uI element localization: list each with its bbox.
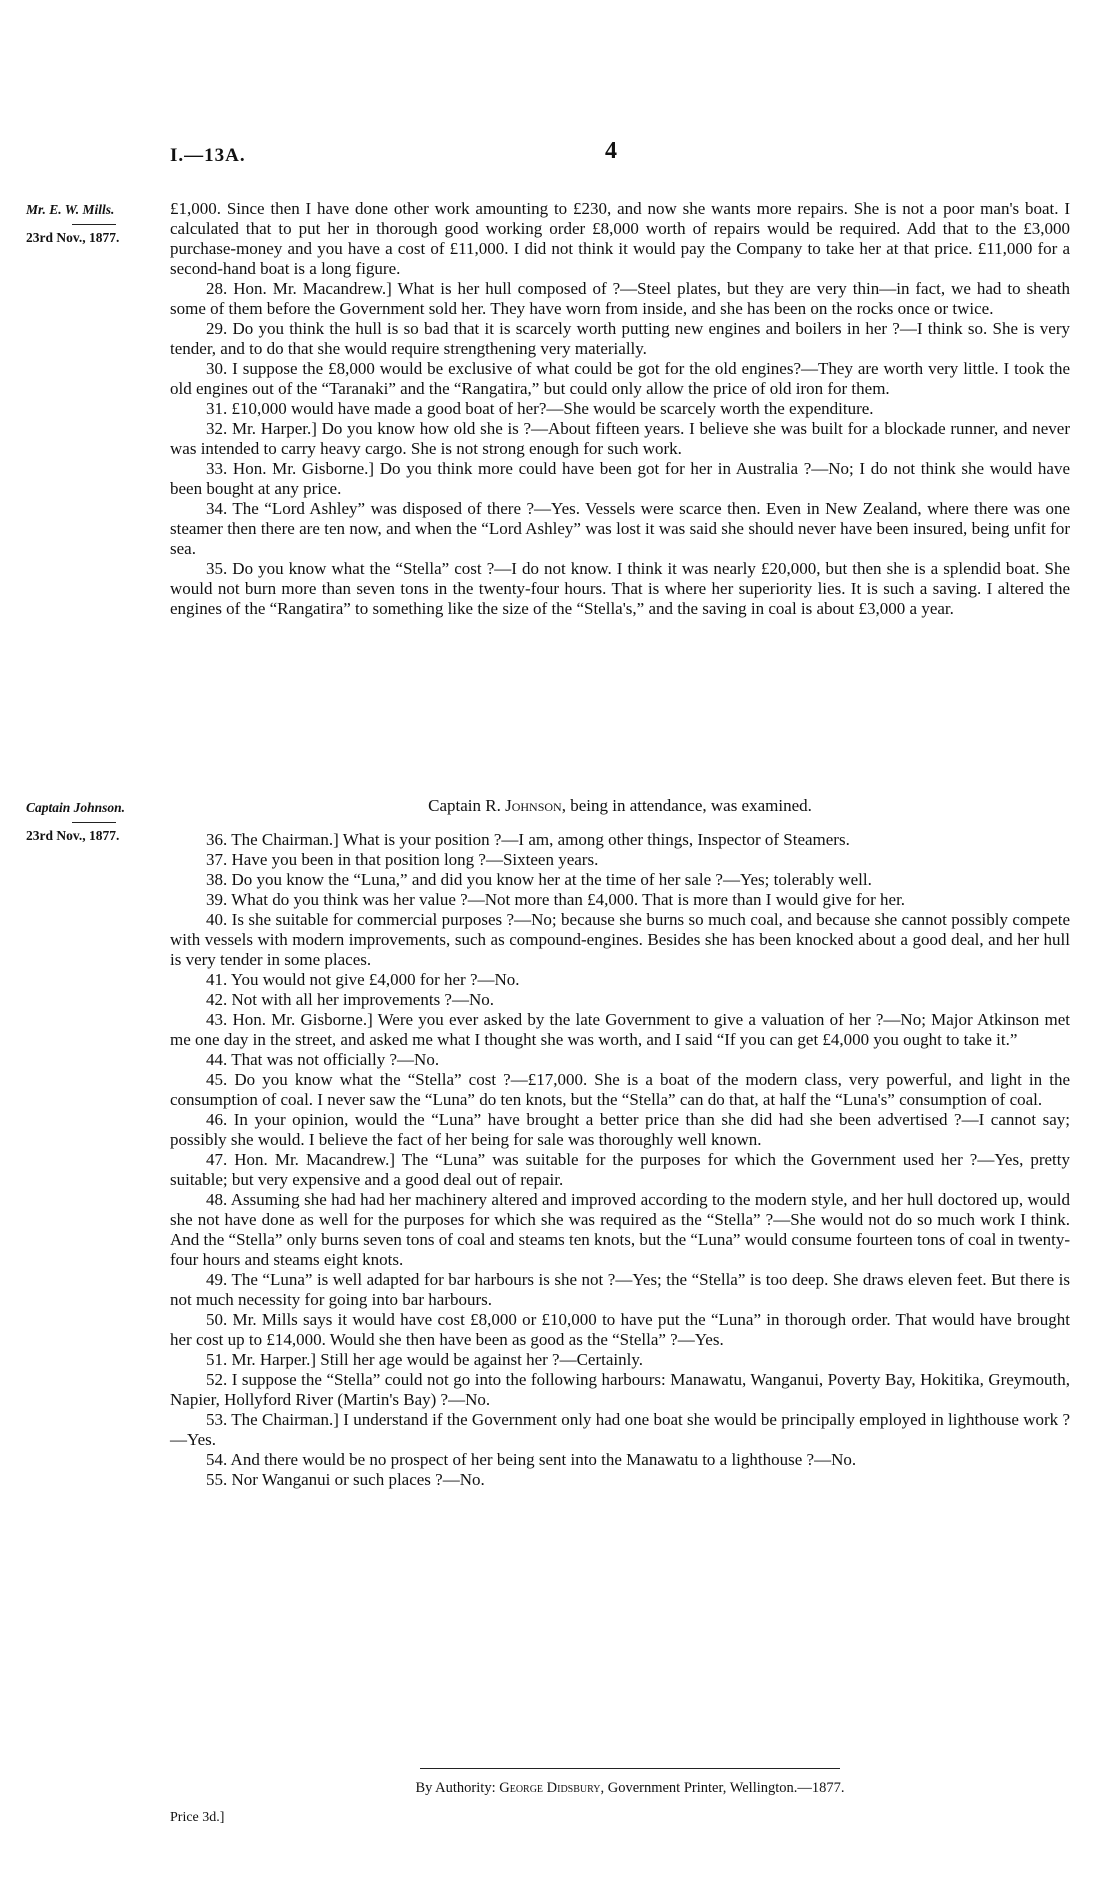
paragraph: 44. That was not officially ?—No.: [206, 1050, 440, 1069]
paragraph: 39. What do you think was her value ?—Not more than £4,000. That is more than I would give for her.: [206, 890, 906, 909]
margin-note-mills: [26, 200, 161, 247]
paragraph: £1,000. Since then I have done other work amounting to £230, and now she wants more repairs. She is not a poor man's boat. I calculated that to put her in thorough good working order £8,000 worth of repairs would be required. Add that to the £3,000 purchase-money and you have a cost of £11,000. I did not think it would pay the Company to take her at that price. £11,000 for a second-hand boat is a long figure.: [170, 199, 1070, 278]
margin-rule: [72, 224, 116, 225]
section-heading: Captain R. Johnson, being in attendance, was examined.: [428, 796, 812, 815]
paragraph: 32. Mr. Harper.] Do you know how old she is ?—About fifteen years. I believe she was built for a blockade runner, and never was intended to carry heavy cargo. She is not strong enough for such work.: [170, 419, 1070, 458]
paragraph: 55. Nor Wanganui or such places ?—No.: [206, 1470, 485, 1489]
paragraph: 40. Is she suitable for commercial purposes ?—No; because she burns so much coal, and because she cannot possibly compete with vessels with modern improvements, such as compound-engines. Besides she has been knocked about a good deal, and her hull is very tender in some places.: [170, 910, 1070, 969]
page-number: 4: [605, 138, 617, 164]
paragraph: 51. Mr. Harper.] Still her age would be against her ?—Certainly.: [206, 1350, 644, 1369]
paragraph: 54. And there would be no prospect of her being sent into the Manawatu to a lighthouse ?—No.: [206, 1450, 857, 1469]
paragraph: 48. Assuming she had had her machinery altered and improved according to the modern style, and her hull doctored up, would she not have done as well for the purposes for which she was required as the “Stella” ?—She would not do so much work I think. And the “Stella” only burns seven tons of coal and steams ten knots, but the “Luna” would consume fourteen tons of coal in twenty-four hours and steams eight knots.: [170, 1190, 1070, 1269]
margin-date: 23rd Nov., 1877.: [26, 828, 120, 843]
paragraph: 52. I suppose the “Stella” could not go into the following harbours: Manawatu, Wanganui, Poverty Bay, Hokitika, Greymouth, Napier, Hollyford River (Martin's Bay) ?—No.: [170, 1370, 1070, 1409]
paragraph: 30. I suppose the £8,000 would be exclusive of what could be got for the old engines?—They are worth very little. I took the old engines out of the “Taranaki” and the “Rangatira,” but could only allow the price of old iron for them.: [170, 359, 1070, 398]
paragraph: 41. You would not give £4,000 for her ?—No.: [206, 970, 520, 989]
footer-rule: [420, 1768, 840, 1769]
margin-rule: [72, 822, 116, 823]
paragraph: 53. The Chairman.] I understand if the Government only had one boat she would be principally employed in lighthouse work ?—Yes.: [170, 1410, 1070, 1449]
margin-note-johnson: [26, 798, 161, 845]
paragraph: 29. Do you think the hull is so bad that it is scarcely worth putting new engines and boilers in her ?—I think so. She is very tender, and to do that she would require strengthening very materially.: [170, 319, 1070, 358]
paragraph: 35. Do you know what the “Stella” cost ?—I do not know. I think it was nearly £20,000, but then she is a splendid boat. She would not burn more than seven tons in the twenty-four hours. That is where her superiority lies. It is such a saving. I altered the engines of the “Rangatira” to something like the size of the “Stella's,” and the saving in coal is about £3,000 a year.: [170, 559, 1070, 618]
paragraph: 42. Not with all her improvements ?—No.: [206, 990, 495, 1009]
margin-witness-name: Captain Johnson.: [26, 800, 126, 815]
price-note: Price 3d.]: [170, 1810, 225, 1825]
testimony-mills: [170, 199, 1070, 619]
paragraph: 34. The “Lord Ashley” was disposed of there ?—Yes. Vessels were scarce then. Even in New Zealand, where there was one steamer then there are ten now, and when the “Lord Ashley” was lost it was said she should never have been insured, being unfit for sea.: [170, 499, 1070, 558]
paragraph: 31. £10,000 would have made a good boat of her?—She would be scarcely worth the expenditure.: [206, 399, 874, 418]
paragraph: 43. Hon. Mr. Gisborne.] Were you ever asked by the late Government to give a valuation of her ?—No; Major Atkinson met me one day in the street, and asked me what I thought she was worth, and I said “If you can get £4,000 you ought to take it.”: [170, 1010, 1070, 1049]
paragraph: 38. Do you know the “Luna,” and did you know her at the time of her sale ?—Yes; tolerably well.: [206, 870, 872, 889]
printer-imprint: By Authority: George Didsbury, Government Printer, Wellington.—1877.: [415, 1780, 845, 1796]
testimony-johnson: [170, 830, 1070, 1490]
paragraph: 46. In your opinion, would the “Luna” have brought a better price than she did had she been advertised ?—I cannot say; possibly she would. I believe the fact of her being for sale was thoroughly well known.: [170, 1110, 1070, 1149]
paragraph: 28. Hon. Mr. Macandrew.] What is her hull composed of ?—Steel plates, but they are very thin—in fact, we had to sheath some of them before the Government sold her. They have worn from inside, and she has been on the rocks once or twice.: [170, 279, 1070, 318]
margin-witness-name: Mr. E. W. Mills.: [26, 202, 115, 217]
paragraph: 50. Mr. Mills says it would have cost £8,000 or £10,000 to have put the “Luna” in thorough order. That would have brought her cost up to £14,000. Would she then have been as good as the “Stella” ?—Yes.: [170, 1310, 1070, 1349]
paragraph: 33. Hon. Mr. Gisborne.] Do you think more could have been got for her in Australia ?—No; I do not think she would have been bought at any price.: [170, 459, 1070, 498]
paragraph: 37. Have you been in that position long ?—Sixteen years.: [206, 850, 599, 869]
paragraph: 36. The Chairman.] What is your position ?—I am, among other things, Inspector of Steamers.: [206, 830, 850, 849]
paragraph: 49. The “Luna” is well adapted for bar harbours is she not ?—Yes; the “Stella” is too deep. She draws eleven feet. But there is not much necessity for going into bar harbours.: [170, 1270, 1070, 1309]
document-reference: I.—13A.: [170, 145, 246, 166]
margin-date: 23rd Nov., 1877.: [26, 230, 120, 245]
paragraph: 45. Do you know what the “Stella” cost ?—£17,000. She is a boat of the modern class, very powerful, and light in the consumption of coal. I never saw the “Luna” do ten knots, but the “Stella” can do that, at half the “Luna's” consumption of coal.: [170, 1070, 1070, 1109]
paragraph: 47. Hon. Mr. Macandrew.] The “Luna” was suitable for the purposes for which the Government used her ?—Yes, pretty suitable; but very expensive and a good deal out of repair.: [170, 1150, 1070, 1189]
